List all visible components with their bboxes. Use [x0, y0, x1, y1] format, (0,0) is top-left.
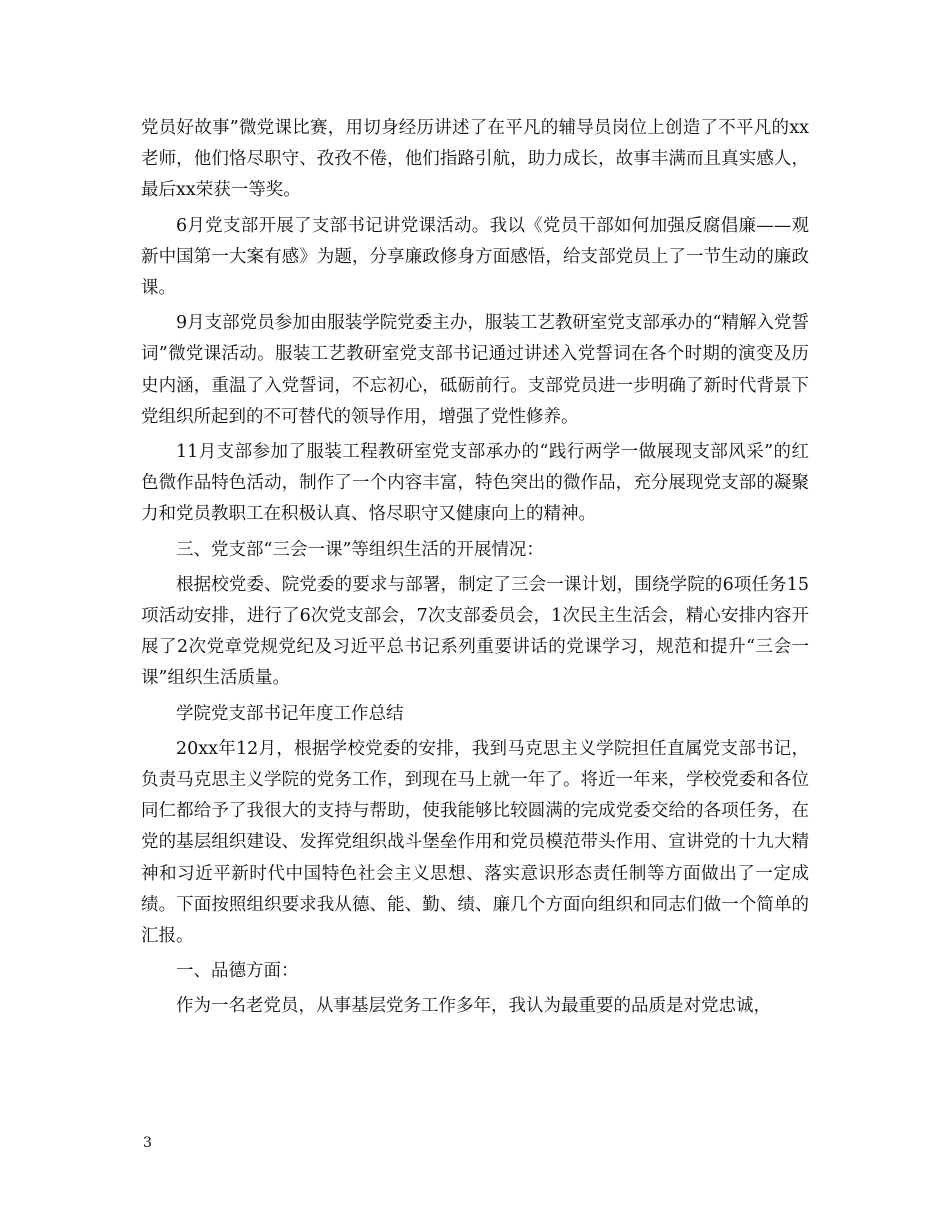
- paragraph: 20xx年12月，根据学校党委的安排，我到马克思主义学院担任直属党支部书记，负责马克思主义学院的党务工作，到现在马上就一年了。将近一年来，学校党委和各位同仁都给予了我很大的支持与帮助，使我能够比较圆满的完成党委交给的各项任务，在党的基层组织建设、发挥党组织战斗堡垒作用和党员模范带头作用、宣讲党的十九大精神和习近平新时代中国特色社会主义思想、落实意识形态责任制等方面做出了一定成绩。下面按照组织要求我从德、能、勤、绩、廉几个方面向组织和同志们做一个简单的汇报。: [141, 738, 809, 947]
- document-body: [141, 113, 809, 1027]
- paragraph: 作为一名老党员，从事基层党务工作多年，我认为最重要的品质是对党忠诚，: [176, 996, 771, 1017]
- section-heading: 一、品德方面：: [176, 961, 299, 982]
- paragraph: 9月支部党员参加由服装学院党委主办，服装工艺教研室党支部承办的“精解入党誓词”微党课活动。服装工艺教研室党支部书记通过讲述入党誓词在各个时期的演变及历史内涵，重温了入党誓词，不忘初心，砥砺前行。支部党员进一步明确了新时代背景下党组织所起到的不可替代的领导作用，增强了党性修养。: [141, 313, 809, 427]
- article-title: 学院党支部书记年度工作总结: [176, 703, 404, 724]
- paragraph: 11月支部参加了服装工程教研室党支部承办的“践行两学一做展现支部风采”的红色微作品特色活动，制作了一个内容丰富，特色突出的微作品，充分展现党支部的凝聚力和党员教职工在积极认真、恪尽职守又健康向上的精神。: [141, 442, 809, 525]
- section-heading: 三、党支部“三会一课”等组织生活的开展情况：: [176, 539, 544, 560]
- paragraph: 党员好故事”微党课比赛，用切身经历讲述了在平凡的辅导员岗位上创造了不平凡的xx老师，他们恪尽职守、孜孜不倦，他们指路引航，助力成长，故事丰满而且真实感人，最后xx荣获一等奖。: [141, 118, 809, 201]
- paragraph: 6月党支部开展了支部书记讲党课活动。我以《党员干部如何加强反腐倡廉——观新中国第一大案有感》为题，分享廉政修身方面感悟，给支部党员上了一节生动的廉政课。: [141, 215, 809, 299]
- page-number: 3: [143, 1135, 152, 1151]
- paragraph: 根据校党委、院党委的要求与部署，制定了三会一课计划，围绕学院的6项任务15项活动安排，进行了6次党支部会，7次支部委员会，1次民主生活会，精心安排内容开展了2次党章党规党纪及习近平总书记系列重要讲话的党课学习，规范和提升“三会一课”组织生活质量。: [141, 574, 809, 689]
